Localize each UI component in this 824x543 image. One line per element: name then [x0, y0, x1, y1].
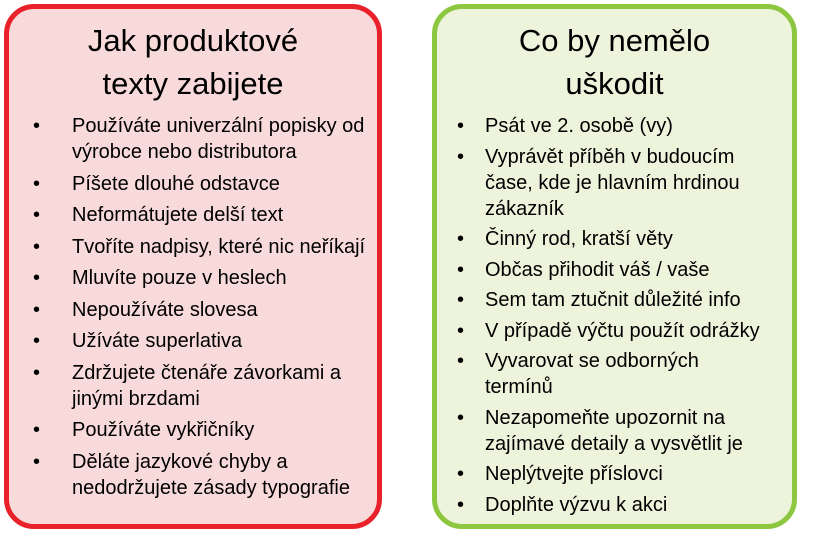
list-item-text: Občas přihodit váš / vaše: [485, 258, 710, 281]
list-item: [33, 449, 367, 501]
list-item: [33, 202, 367, 228]
right-list: [457, 113, 782, 522]
list-item-text: termínů: [485, 376, 553, 398]
bullet-icon: •: [33, 298, 41, 321]
list-item: [33, 297, 367, 323]
list-item: [33, 265, 367, 291]
list-item: [457, 492, 782, 518]
bullet-icon: •: [33, 115, 41, 137]
list-item-text: Používáte univerzální popisky od: [72, 115, 365, 137]
right-panel-title: [437, 19, 792, 105]
list-item-text: Tvoříte nadpisy, které nic neříkají: [72, 235, 366, 258]
bullet-icon: •: [457, 350, 465, 372]
bullet-icon: •: [457, 463, 465, 485]
list-item: [33, 360, 367, 412]
bullet-icon: •: [33, 204, 41, 226]
bullet-icon: •: [33, 450, 41, 473]
title-line: Co by nemělo: [518, 23, 711, 58]
list-item: [457, 226, 782, 252]
left-panel: [4, 4, 382, 529]
list-item: [457, 348, 782, 400]
list-item-text: čase, kde je hlavním hrdinou: [485, 171, 740, 194]
list-item: [33, 417, 367, 443]
list-item-text: Užíváte superlativa: [72, 330, 243, 352]
list-item-text: Zdržujete čtenáře závorkami a: [72, 361, 342, 384]
list-item-text: nedodržujete zásady typografie: [72, 476, 350, 499]
list-item: [33, 234, 367, 260]
list-item: [457, 257, 782, 283]
list-item-text: jinými brzdami: [72, 387, 200, 410]
title-line: texty zabijete: [102, 66, 284, 101]
list-item: [457, 144, 782, 222]
list-item-text: Nezapomeňte upozornit na: [485, 406, 726, 429]
list-item-text: Psát ve 2. osobě (vy): [485, 115, 673, 137]
list-item-text: Děláte jazykové chyby a: [72, 450, 288, 473]
bullet-icon: •: [33, 267, 41, 289]
right-panel: [432, 4, 797, 529]
list-item-text: Nepoužíváte slovesa: [72, 298, 258, 321]
list-item-text: Sem tam ztučnit důležité info: [485, 289, 741, 311]
list-item-text: výrobce nebo distributora: [72, 141, 297, 163]
title-line: uškodit: [565, 66, 664, 101]
list-item: [33, 171, 367, 197]
bullet-icon: •: [33, 235, 41, 258]
bullet-icon: •: [33, 172, 41, 195]
list-item: [457, 461, 782, 487]
list-item: [457, 405, 782, 457]
bullet-icon: •: [457, 145, 465, 168]
list-item-text: Neplýtvejte příslovci: [485, 463, 663, 485]
list-item-text: Používáte vykřičníky: [72, 419, 255, 441]
list-item: [33, 113, 367, 165]
title-line: Jak produktové: [87, 23, 299, 58]
list-item-text: V případě výčtu použít odrážky: [485, 319, 760, 342]
left-list: [33, 113, 367, 506]
list-item-text: Činný rod, kratší věty: [485, 228, 673, 250]
list-item-text: zajímavé detaily a vysvětlit je: [485, 432, 743, 455]
bullet-icon: •: [33, 330, 41, 352]
list-item-text: Vyprávět příběh v budoucím: [485, 145, 735, 168]
list-item: [457, 113, 782, 139]
list-item-text: Doplňte výzvu k akci: [485, 493, 668, 516]
list-item-text: Mluvíte pouze v heslech: [72, 267, 287, 289]
list-item-text: Píšete dlouhé odstavce: [72, 172, 280, 195]
bullet-icon: •: [457, 115, 465, 137]
bullet-icon: •: [457, 228, 465, 250]
list-item-text: Neformátujete delší text: [72, 204, 284, 226]
bullet-icon: •: [457, 319, 465, 342]
list-item-text: zákazník: [485, 197, 564, 220]
bullet-icon: •: [457, 493, 465, 516]
list-item: [457, 318, 782, 344]
list-item-text: Vyvarovat se odborných: [485, 350, 699, 372]
bullet-icon: •: [457, 289, 465, 311]
list-item: [33, 328, 367, 354]
bullet-icon: •: [457, 406, 465, 429]
left-panel-title: [9, 19, 377, 105]
bullet-icon: •: [457, 258, 465, 281]
bullet-icon: •: [33, 361, 41, 384]
list-item: [457, 287, 782, 313]
bullet-icon: •: [33, 419, 41, 441]
